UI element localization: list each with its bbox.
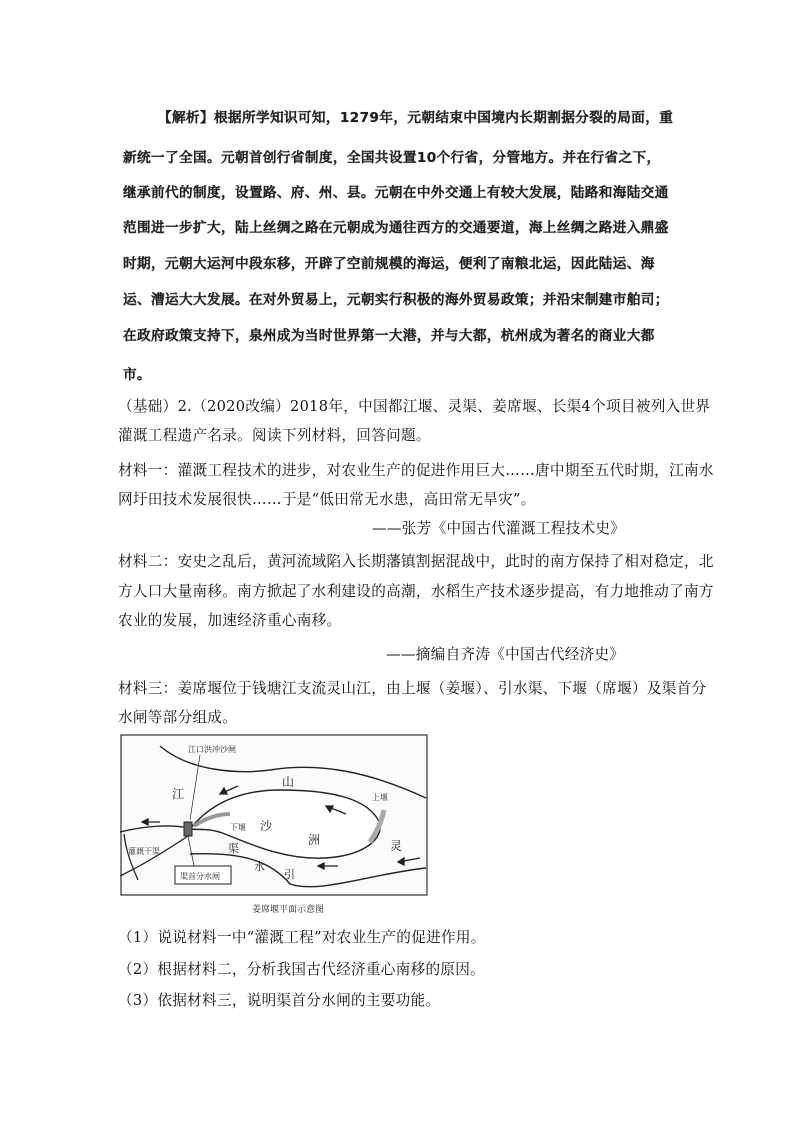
label-jiang: 江 <box>172 787 185 801</box>
label-canal-shui: 水 <box>254 860 265 873</box>
analysis-line-4: 范围进一步扩大，陆上丝绸之路在元朝成为通往西方的交通要道，海上丝绸之路进入鼎盛 <box>123 220 669 236</box>
label-flood-gate: 江口洪冲沙闸 <box>188 745 236 754</box>
diversion-gate-marker <box>184 822 192 836</box>
label-sha: 沙 <box>260 819 273 833</box>
label-upper-weir: 上堰 <box>372 793 388 802</box>
figure-caption: 姜席堰平面示意图 <box>252 905 325 915</box>
label-diversion-gate: 渠首分水闸 <box>180 872 220 881</box>
material3-line-2: 水闸等部分组成。 <box>118 709 238 726</box>
material3-line-1: 材料三：姜席堰位于钱塘江支流灵山江，由上堰（姜堰）、引水渠、下堰（席堰）及渠首分 <box>118 680 707 697</box>
jiangxi-weir-diagram <box>120 734 430 920</box>
question-intro-line-2: 灌溉工程遗产名录。阅读下列材料，回答问题。 <box>118 427 431 444</box>
label-zhou: 洲 <box>308 833 321 847</box>
analysis-line-3: 继承前代的制度，设置路、府、州、县。元朝在中外交通上有较大发展，陆路和海陆交通 <box>123 185 669 201</box>
material1-line-2: 网圩田技术发展很快……于是“低田常无水患，高田常无旱灾”。 <box>118 491 536 508</box>
material2-line-3: 农业的发展，加速经济重心南移。 <box>118 612 342 629</box>
material2-source: ——摘编自齐涛《中国古代经济史》 <box>386 646 625 663</box>
label-lower-weir: 下堰 <box>230 823 246 832</box>
sub-question-3: （3）依据材料三，说明渠首分水闸的主要功能。 <box>118 992 441 1009</box>
material1-line-1: 材料一：灌溉工程技术的进步，对农业生产的促进作用巨大……唐中期至五代时期，江南水 <box>118 462 714 479</box>
label-shan: 山 <box>282 775 295 789</box>
analysis-line-2: 新统一了全国。元朝首创行省制度，全国共设置10个行省，分管地方。并在行省之下， <box>123 150 661 166</box>
label-canal-yin: 引 <box>284 868 295 881</box>
analysis-line-8: 市。 <box>123 367 151 383</box>
analysis-line-5: 时期，元朝大运河中段东移，开辟了空前规模的海运，便利了南粮北运，因此陆运、海 <box>123 256 655 272</box>
analysis-line-6: 运、漕运大大发展。在对外贸易上，元朝实行积极的海外贸易政策；并沿宋制建市舶司； <box>123 292 669 308</box>
material2-line-2: 方人口大量南移。南方掀起了水利建设的高潮，水稻生产技术逐步提高，有力地推动了南方 <box>118 583 714 600</box>
analysis-line-1: 【解析】根据所学知识可知，1279年，元朝结束中国境内长期割据分裂的局面，重 <box>158 110 674 126</box>
material2-line-1: 材料二：安史之乱后，黄河流域陷入长期藩镇割据混战中，此时的南方保持了相对稳定，北 <box>118 553 714 570</box>
label-irrigation-canal: 灌溉干渠 <box>128 847 160 856</box>
analysis-line-7: 在政府政策支持下，泉州成为当时世界第一大港，并与大都，杭州成为著名的商业大都 <box>123 328 655 344</box>
label-ling: 灵 <box>390 839 403 853</box>
question-intro-line-1: （基础）2.（2020改编）2018年，中国都江堰、灵渠、姜席堰、长渠4个项目被列入世界 <box>118 398 711 415</box>
sub-question-2: （2）根据材料二，分析我国古代经济重心南移的原因。 <box>118 961 486 978</box>
sub-question-1: （1）说说材料一中“灌溉工程”对农业生产的促进作用。 <box>118 929 486 946</box>
material1-source: ——张芳《中国古代灌溉工程技术史》 <box>372 520 626 537</box>
label-canal-qu: 渠 <box>228 842 239 855</box>
